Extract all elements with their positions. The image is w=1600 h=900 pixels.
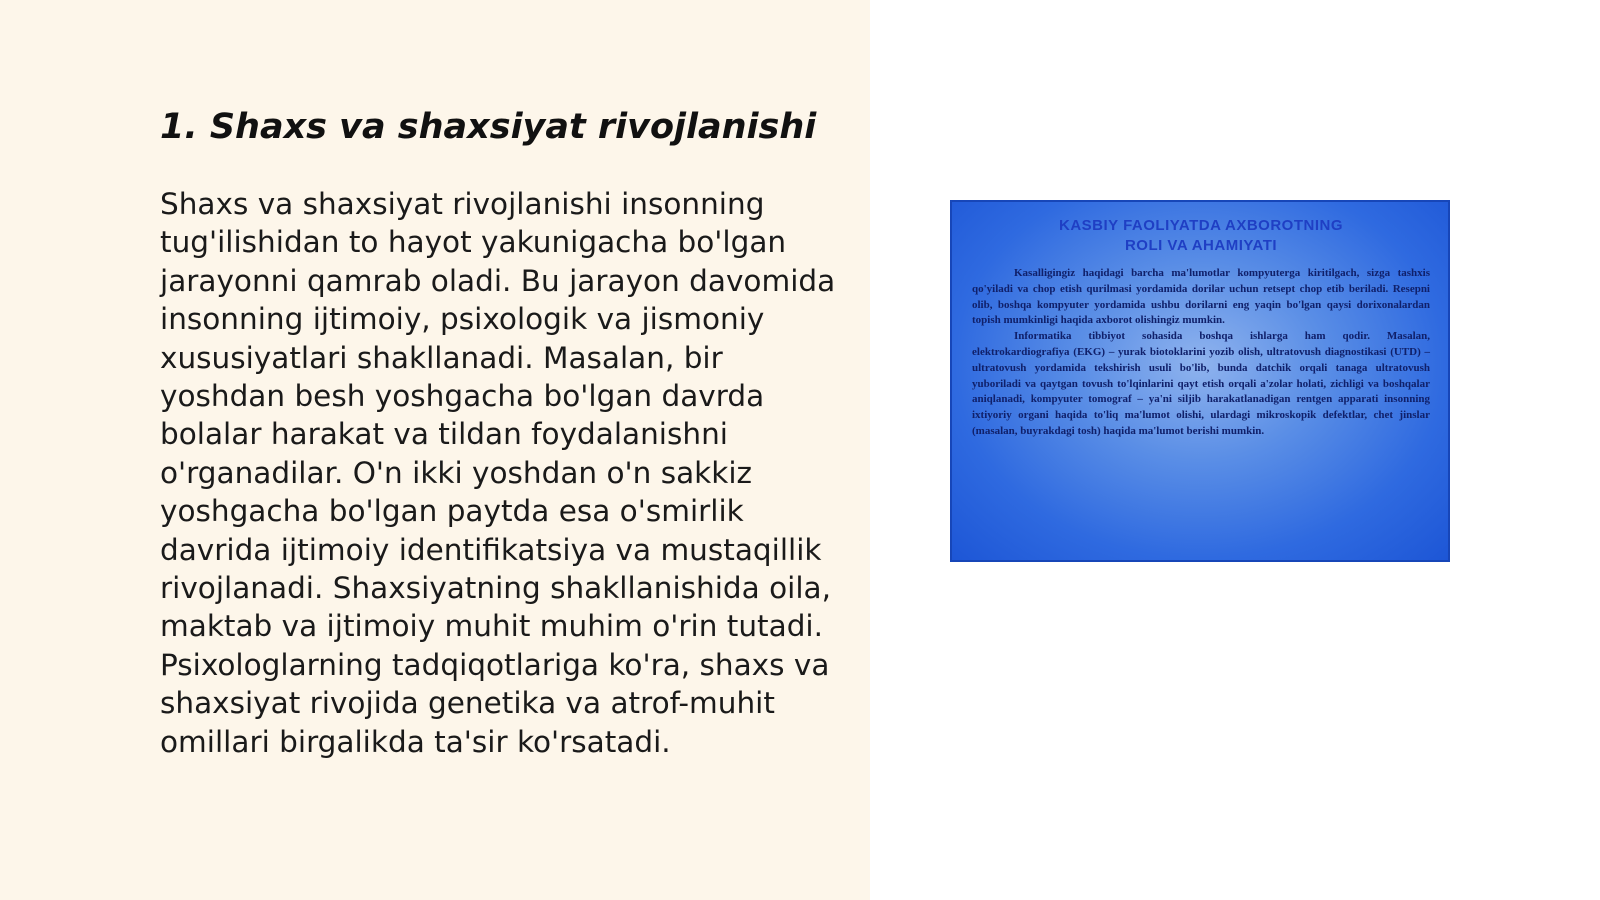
embedded-paragraph-1: Kasalligingiz haqidagi barcha ma'lumotlar kompyuterga kiritilgach, sizga tashxis qo'yiladi va chop etish qurilmasi yordamida dorilar uchun retsept chop etib beriladi. Resepni olib, boshqa kompyuter yordamida ushbu dorilarni eng yaqin bo'lgan qaysi dorixonalardan topish mumkinligi haqida axborot olishingiz mumkin. bbox=[972, 267, 1430, 327]
embedded-paragraph-2: Informatika tibbiyot sohasida boshqa ishlarga ham qodir. Masalan, elektrokardiografiya (EKG) – yurak biotoklarini yozib olish, ultratovush diagnostikasi (UTD) – ultratovush yordamida tekshirish usuli bo'lib, bunda datchik orqali tanaga ultratovush yuboriladi va qaytgan tovush to'lqinlarini qayt etish orqali a'zolar holati, zichligi va boshqalar aniqlanadi, kompyuter tomograf – ya'ni siljib harakatlanadigan rentgen apparati insonning ixtiyoriy organi haqida to'liq ma'lumot olishi, ulardagi mikroskopik defektlar, chet jinslar (masalan, buyrakdagi tosh) haqida ma'lumot berishi mumkin. bbox=[972, 330, 1430, 437]
embedded-heading-line1: KASBIY FAOLIYATDA AXBOROTNING bbox=[1059, 217, 1343, 234]
slide-body-text: Shaxs va shaxsiyat rivojlanishi insonning tug'ilishidan to hayot yakunigacha bo'lgan jarayonni qamrab oladi. Bu jarayon davomida insonning ijtimoiy, psixologik va jismoniy xususiyatlari shakllanadi. Masalan, bir yoshdan besh yoshgacha bo'lgan davrda bolalar harakat va tildan foydalanishni o'rganadilar. O'n ikki yoshdan o'n sakkiz yoshgacha bo'lgan paytda esa o'smirlik davrida ijtimoiy identifikatsiya va mustaqillik rivojlanadi. Shaxsiyatning shakllanishida oila, maktab va ijtimoiy muhit muhim o'rin tutadi. Psixologlarning tadqiqotlariga ko'ra, shaxs va shaxsiyat rivojida genetika va atrof-muhit omillari birgalikda ta'sir ko'rsatadi. bbox=[160, 187, 836, 759]
embedded-document-image bbox=[950, 200, 1450, 562]
embedded-heading-line2: ROLI VA AHAMIYATI bbox=[1124, 237, 1278, 254]
embedded-document-heading bbox=[972, 216, 1430, 256]
slide-title: 1. Shaxs va shaxsiyat rivojlanishi bbox=[160, 107, 817, 147]
